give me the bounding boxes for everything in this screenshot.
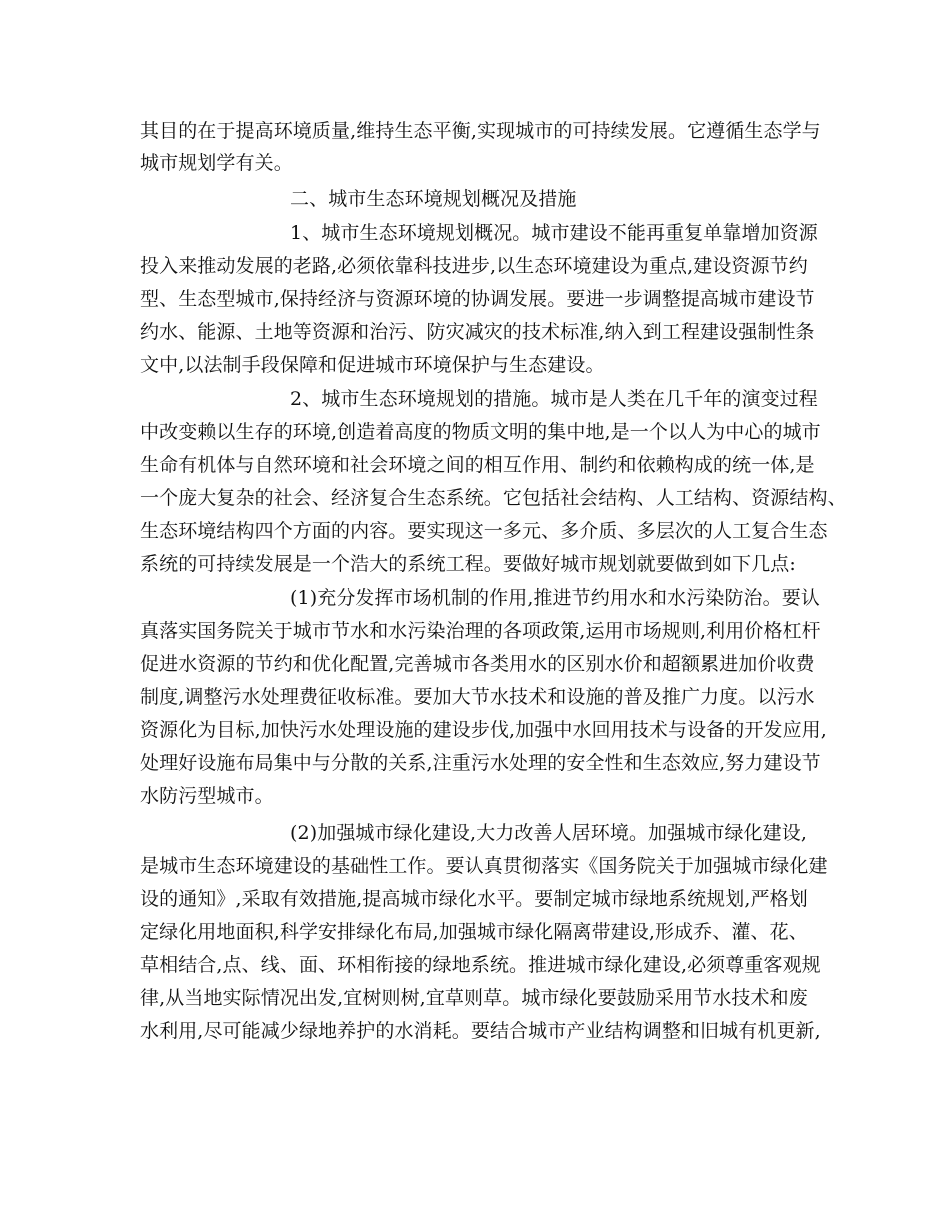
text-line: 系统的可持续发展是一个浩大的系统工程。要做好城市规划就要做到如下几点: xyxy=(140,553,796,575)
text-line: 生命有机体与自然环境和社会环境之间的相互作用、制约和依赖构成的统一体,是 xyxy=(140,454,815,476)
text-line: 是城市生态环境建设的基础性工作。要认真贯彻落实《国务院关于加强城市绿化建 xyxy=(140,855,828,877)
text-line: 生态环境结构四个方面的内容。要实现这一多元、多介质、多层次的人工复合生态 xyxy=(140,520,828,542)
text-line: 促进水资源的节约和优化配置,完善城市各类用水的区别水价和超额累进加价收费 xyxy=(140,653,815,675)
text-line: 约水、能源、土地等资源和治污、防灾减灾的技术标准,纳入到工程建设强制性条 xyxy=(140,321,815,343)
text-line: 设的通知》,采取有效措施,提高城市绿化水平。要制定城市绿地系统规划,严格划 xyxy=(140,888,808,910)
text-line: 草相结合,点、线、面、环相衔接的绿地系统。推进城市绿化建设,必须尊重客观规 xyxy=(140,954,821,976)
text-line: 制度,调整污水处理费征收标准。要加大节水技术和设施的普及推广力度。以污水 xyxy=(140,686,815,708)
text-line xyxy=(140,1049,820,1079)
section-heading: 二、城市生态环境规划概况及措施 xyxy=(290,188,577,210)
text-line: 2、城市生态环境规划的措施。城市是人类在几千年的演变过程 xyxy=(290,388,818,410)
text-line: 资源化为目标,加快污水处理设施的建设步伐,加强中水回用技术与设备的开发应用, xyxy=(140,719,827,741)
text-line: 真落实国务院关于城市节水和水污染治理的各项政策,运用市场规则,利用价格杠杆 xyxy=(140,620,821,642)
text-line: 定绿化用地面积,科学安排绿化布局,加强城市绿化隔离带建设,形成乔、灌、花、 xyxy=(140,921,808,943)
text-line: 中改变赖以生存的环境,创造着高度的物质文明的集中地,是一个以人为中心的城市 xyxy=(140,421,821,443)
text-line: 城市规划学有关。 xyxy=(140,152,293,174)
text-line: 型、生态型城市,保持经济与资源环境的协调发展。要进一步调整提高城市建设节 xyxy=(140,288,815,310)
text-line: 投入来推动发展的老路,必须依靠科技进步,以生态环境建设为重点,建设资源节约 xyxy=(140,255,808,277)
text-line: 1、城市生态环境规划概况。城市建设不能再重复单靠增加资源 xyxy=(290,222,818,244)
text-line: 律,从当地实际情况出发,宜树则树,宜草则草。城市绿化要鼓励采用节水技术和废 xyxy=(140,987,808,1009)
text-line: 处理好设施布局集中与分散的关系,注重污水处理的安全性和生态效应,努力建设节 xyxy=(140,752,821,774)
text-line: 一个庞大复杂的社会、经济复合生态系统。它包括社会结构、人工结构、资源结构、 xyxy=(140,487,847,509)
text-line: 其目的在于提高环境质量,维持生态平衡,实现城市的可持续发展。它遵循生态学与 xyxy=(140,120,821,142)
text-line: (1)充分发挥市场机制的作用,推进节约用水和水污染防治。要认 xyxy=(290,587,820,609)
text-line: (2)加强城市绿化建设,大力改善人居环境。加强城市绿化建设, xyxy=(290,822,807,844)
text-line: 文中,以法制手段保障和促进城市环境保护与生态建设。 xyxy=(140,354,605,376)
text-line: 水防污型城市。 xyxy=(140,785,274,807)
text-line: 水利用,尽可能减少绿地养护的水消耗。要结合城市产业结构调整和旧城有机更新, xyxy=(140,1020,821,1042)
